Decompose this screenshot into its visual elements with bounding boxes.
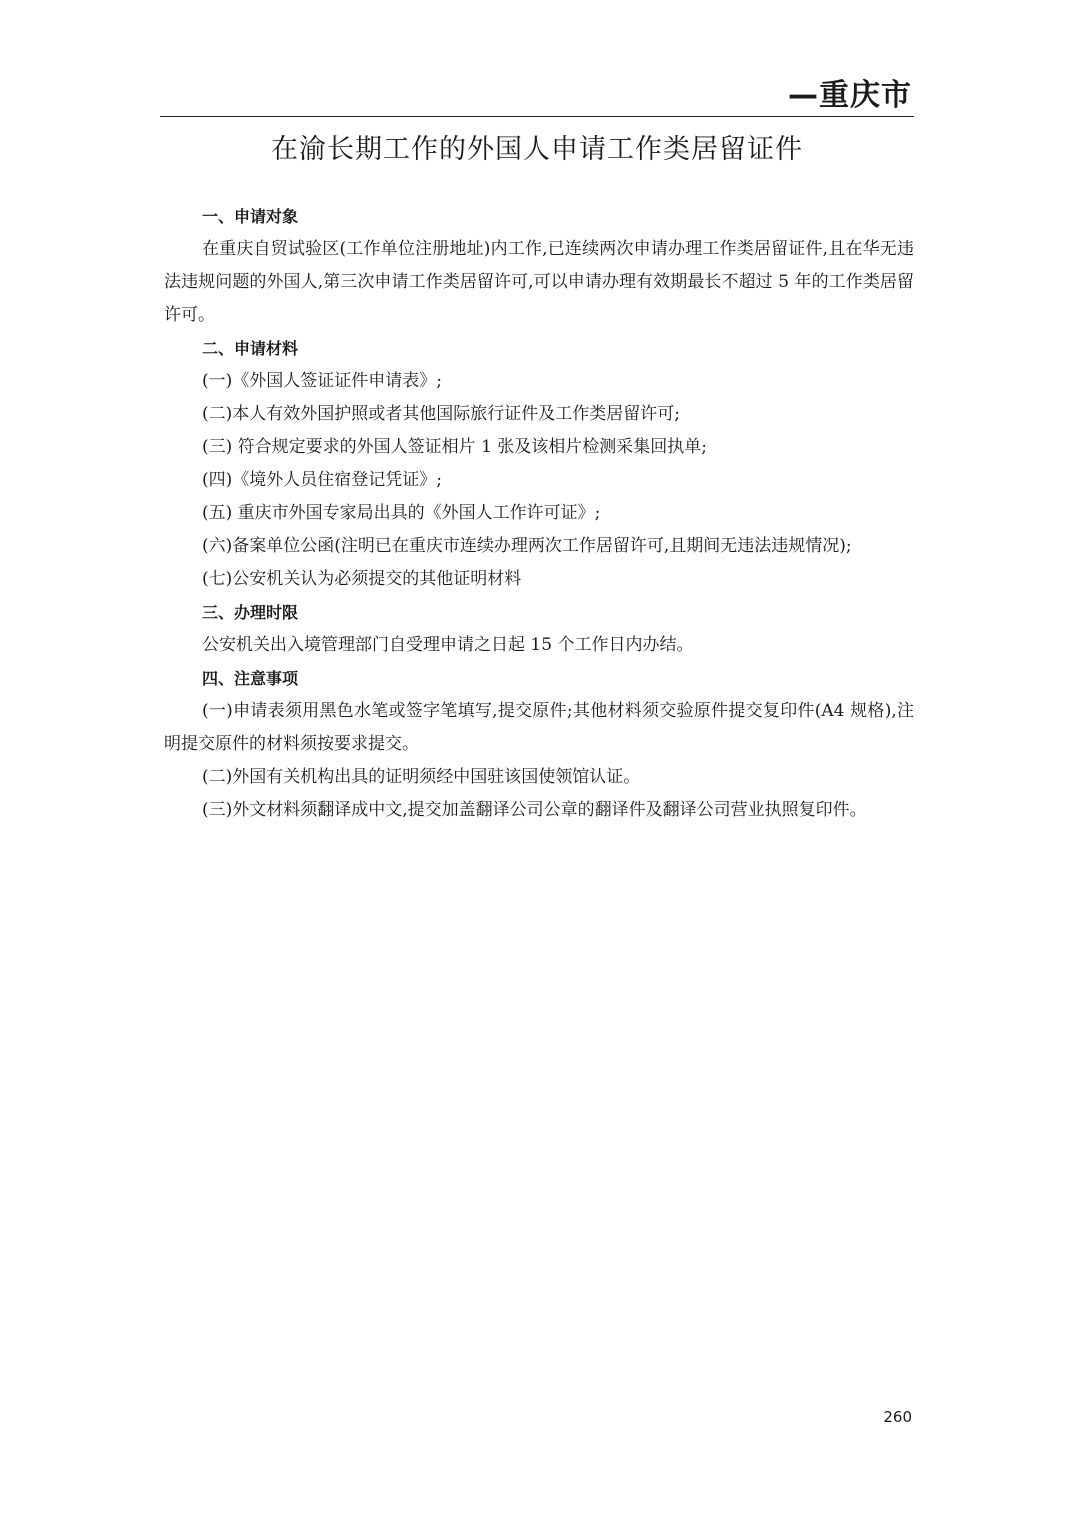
section-heading-applicants: 一、申请对象 xyxy=(202,207,299,226)
notes-item: (二)外国有关机构出具的证明须经中国驻该国使领馆认证。 xyxy=(202,767,641,787)
notes-item: (三)外文材料须翻译成中文,提交加盖翻译公司公章的翻译件及翻译公司营业执照复印件。 xyxy=(202,800,867,820)
materials-item: (一)《外国人签证证件申请表》; xyxy=(202,371,442,391)
header-city: —重庆市 xyxy=(788,78,912,113)
materials-item: (六)备案单位公函(注明已在重庆市连续办理两次工作居留许可,且期间无违法违规情况); xyxy=(202,536,852,556)
header-divider xyxy=(160,116,914,117)
document-body xyxy=(164,200,914,827)
section-paragraph-time-limit: 公安机关出入境管理部门自受理申请之日起 15 个工作日内办结。 xyxy=(202,635,694,655)
section-heading-notes: 四、注意事项 xyxy=(202,669,299,688)
materials-item: (七)公安机关认为必须提交的其他证明材料 xyxy=(202,569,522,589)
materials-item: (二)本人有效外国护照或者其他国际旅行证件及工作类居留许可; xyxy=(202,404,680,424)
document-title: 在渝长期工作的外国人申请工作类居留证件 xyxy=(271,134,803,165)
materials-item: (五) 重庆市外国专家局出具的《外国人工作许可证》; xyxy=(202,503,601,523)
notes-item: (一)申请表须用黑色水笔或签字笔填写,提交原件;其他材料须交验原件提交复印件(A4 规格),注明提交原件的材料须按要求提交。 xyxy=(164,701,914,754)
page-number: 260 xyxy=(883,1408,912,1426)
materials-item: (四)《境外人员住宿登记凭证》; xyxy=(202,470,442,490)
section-heading-time-limit: 三、办理时限 xyxy=(202,603,299,622)
section-heading-materials: 二、申请材料 xyxy=(202,339,299,358)
section-paragraph-applicants: 在重庆自贸试验区(工作单位注册地址)内工作,已连续两次申请办理工作类居留证件,且在华无违法违规问题的外国人,第三次申请工作类居留许可,可以申请办理有效期最长不超过 5 年的工作类居留许可。 xyxy=(164,239,914,325)
materials-item: (三) 符合规定要求的外国人签证相片 1 张及该相片检测采集回执单; xyxy=(202,437,708,457)
